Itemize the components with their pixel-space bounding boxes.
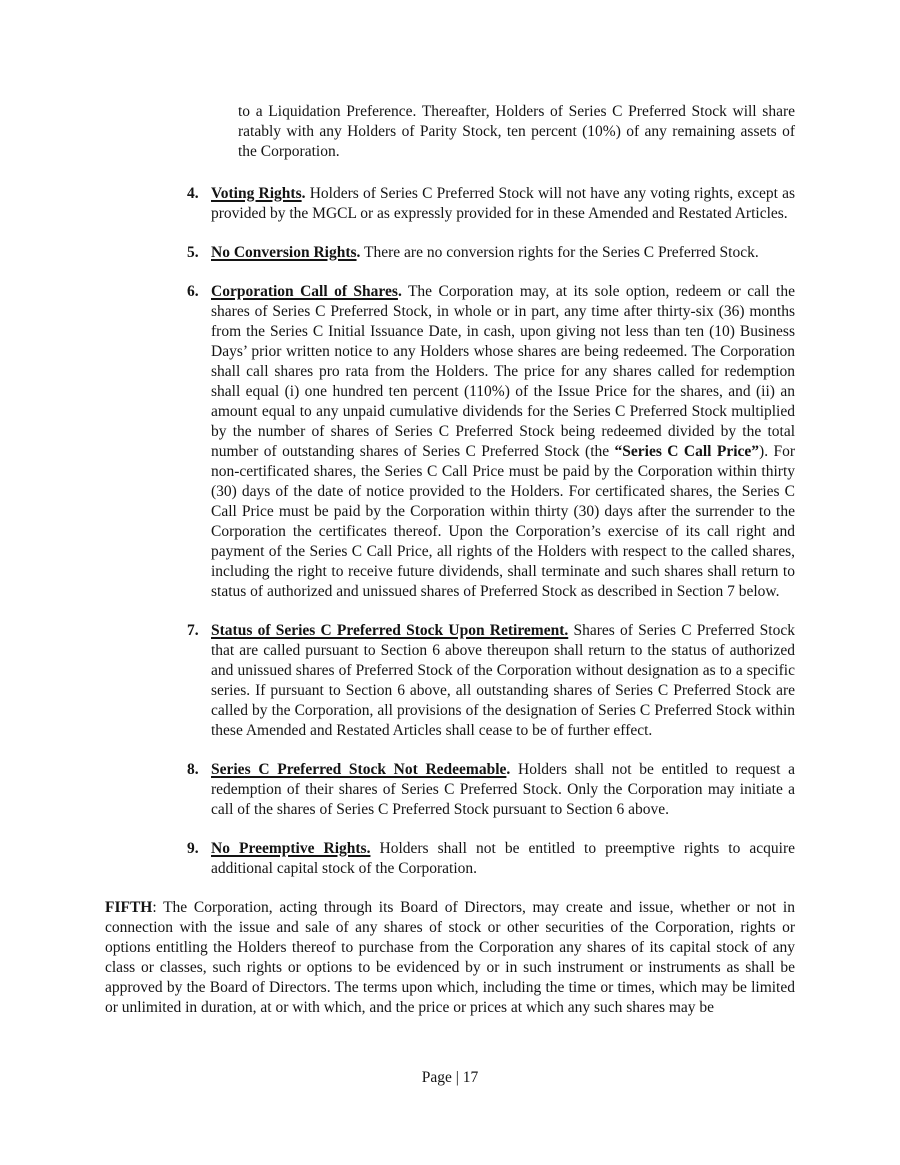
item-heading-punctuation: . [397,283,402,300]
list-item [187,243,795,263]
defined-term-bold: “Series C Call Price” [614,443,760,460]
page-footer [0,1068,900,1088]
item-body [211,282,795,602]
item-number: 6. [187,283,199,300]
item-number: 4. [187,185,199,202]
list-item [187,621,795,741]
document-content [105,102,795,1018]
item-number: 8. [187,761,199,778]
list-item [187,839,795,879]
item-heading: No Conversion Rights [211,244,357,261]
item-body-text: ). For non-certificated shares, the Series C Call Price must be paid by the Corporation within thirty (30) days of the date of notice provided to the Holders. For certificated shares, the Series C Call Price must be paid by the Corporation within thirty (30) days after the surrender to the Corporation the certificates thereof. Upon the Corporation’s exercise of its call right and payment of the Series C Call Price, all rights of the Holders with respect to the called shares, including the right to receive future dividends, shall terminate and such shares shall return to status of authorized and unissued shares of Preferred Stock as described in Section 7 below. [211,443,796,600]
item-heading: Corporation Call of Shares [211,283,398,300]
item-heading: Series C Preferred Stock Not Redeemable [211,761,507,778]
item-heading: Voting Rights [211,185,302,202]
item-heading-punctuation: . [506,761,511,778]
item-body [211,760,795,820]
item-body-text: Holders shall not be entitled to preemptive rights to acquire additional capital stock of the Corporation. [211,840,796,877]
item-heading-punctuation: . [356,244,361,261]
item-body [211,621,795,741]
fifth-article-label: FIFTH [105,899,153,916]
item-body [211,184,795,224]
item-body-text: Shares of Series C Preferred Stock that are called pursuant to Section 6 above thereupon shall return to the status of authorized and unissued shares of Preferred Stock of the Corporation without designation as to a specific series. If pursuant to Section 6 above, all outstanding shares of Series C Preferred Stock are called by the Corporation, all provisions of the designation of Series C Preferred Stock within these Amended and Restated Articles shall cease to be of further effect. [211,622,795,739]
continuation-paragraph: to a Liquidation Preference. Thereafter, Holders of Series C Preferred Stock will share ratably with any Holders of Parity Stock, ten percent (10%) of any remaining assets of the Corporation. [238,103,795,160]
item-heading: Status of Series C Preferred Stock Upon Retirement. [211,622,569,639]
item-body [211,243,795,263]
item-body-text: There are no conversion rights for the Series C Preferred Stock. [360,244,759,261]
list-item [187,760,795,820]
fifth-article-text: : The Corporation, acting through its Board of Directors, may create and issue, whether or not in connection with the issue and sale of any shares of stock or other securities of the Corporation, rights or options entitling the Holders thereof to purchase from the Corporation any shares of its capital stock of any class or classes, such rights or options to be evidenced by or in such instrument or instruments as shall be approved by the Board of Directors. The terms upon which, including the time or times, which may be limited or unlimited in duration, at or with which, and the price or prices at which any such shares may be [105,899,795,1016]
item-number: 5. [187,244,199,261]
item-body-text: Holders shall not be entitled to request a redemption of their shares of Series C Preferred Stock. Only the Corporation may initiate a call of the shares of Series C Preferred Stock pursuant to Section 6 above. [211,761,795,818]
item-number: 9. [187,840,199,857]
item-heading: No Preemptive Rights. [211,840,371,857]
item-body-text: The Corporation may, at its sole option, redeem or call the shares of Series C Preferred Stock, in whole or in part, any time after thirty-six (36) months from the Series C Initial Issuance Date, in cash, upon giving not less than ten (10) Business Days’ prior written notice to any Holders whose shares are being redeemed. The Corporation shall call shares pro rata from the Holders. The price for any shares called for redemption shall equal (i) one hundred ten percent (110%) of the Issue Price for the shares, and (ii) an amount equal to any unpaid cumulative dividends for the Series C Preferred Stock multiplied by the number of shares of Series C Preferred Stock being redeemed divided by the total number of outstanding shares of Series C Preferred Stock (the [211,283,795,460]
numbered-list [105,184,795,879]
list-item [187,184,795,224]
list-item [187,282,795,602]
item-heading-punctuation: . [301,185,306,202]
item-number: 7. [187,622,199,639]
page-number: Page | 17 [421,1069,479,1086]
fifth-article-paragraph [105,898,795,1018]
item-body [211,839,795,879]
item-body-text: Holders of Series C Preferred Stock will not have any voting rights, except as provided by the MGCL or as expressly provided for in these Amended and Restated Articles. [211,185,795,222]
